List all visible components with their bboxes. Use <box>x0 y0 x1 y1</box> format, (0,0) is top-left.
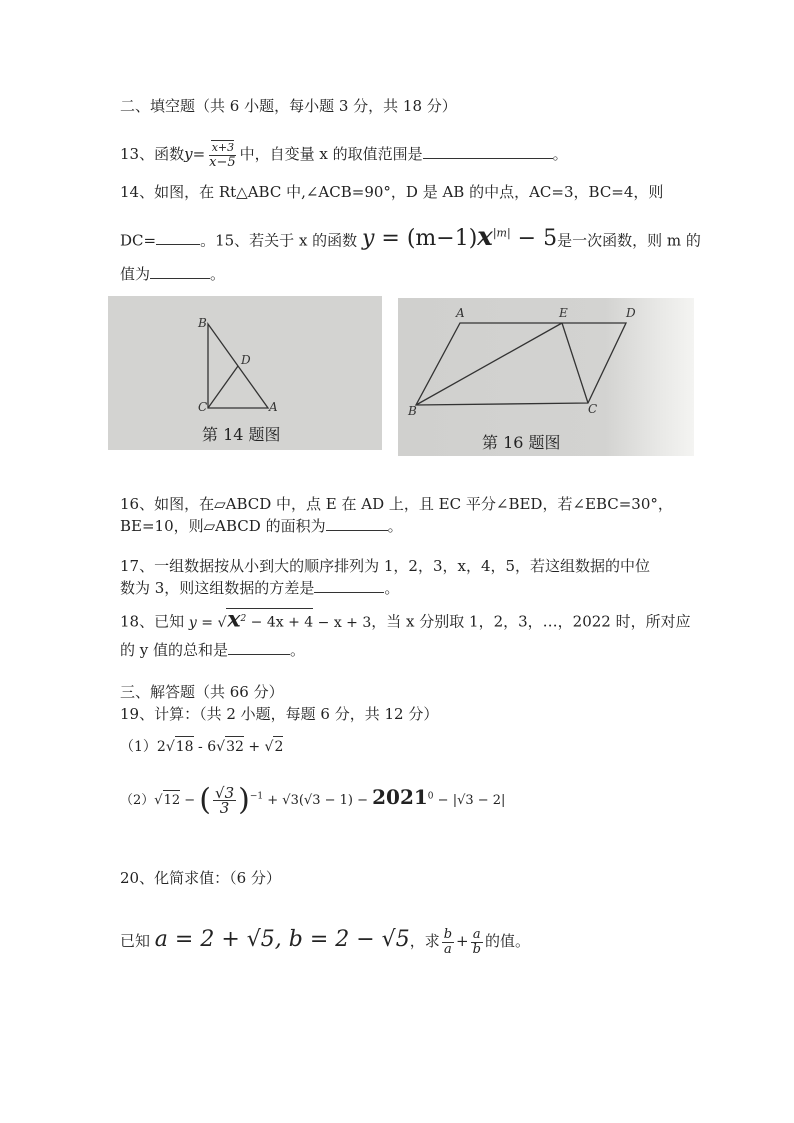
q14-dc: DC= <box>120 231 157 250</box>
fig16-vertex-b: B <box>408 404 417 418</box>
fig16-vertex-d: D <box>626 306 636 320</box>
figure-14-caption: 第 14 题图 <box>202 425 281 444</box>
q15-answer-blank[interactable] <box>150 264 210 279</box>
q13-suffix: 中，自变量 x 的取值范围是 <box>239 145 423 163</box>
q13-answer-blank[interactable] <box>423 144 553 159</box>
question-16-line1: 16、如图，在▱ABCD 中，点 E 在 AD 上，且 EC 平分∠BED，若∠EBC=30°， <box>120 495 673 513</box>
fig16-vertex-a: A <box>456 306 465 320</box>
q18-suffix: ，当 x 分别取 1，2，3，…，2022 时，所对应 <box>371 612 691 631</box>
figure-14 <box>108 296 382 450</box>
q20-fraction-1: $\frac{b}{a}$ <box>443 926 453 957</box>
question-18-line2: 的 y 值的总和是 。 <box>120 641 306 659</box>
question-20-body: 已知 a = 2 + √5, b = 2 − √5，求 $\frac{b}{a}$ + $\frac{a}{b}$ 的值。 <box>120 926 530 957</box>
q13-var-y: y <box>184 145 193 163</box>
fig14-vertex-a: A <box>269 400 278 414</box>
question-13 <box>120 140 568 170</box>
question-14: 14、如图，在 Rt△ABC 中,∠ACB=90°，D 是 AB 的中点，AC=3，BC=4，则 <box>120 183 664 201</box>
question-16-line2: BE=10，则▱ABCD 的面积为 。 <box>120 517 403 535</box>
question-19-part-2: （2）√12 − ( $\frac{√3}{3}$ )$^{-1} + √3(√3 - 1) - 2021^0 - |√3 - 2|$ <box>120 782 506 818</box>
fig16-vertex-c: C <box>588 402 598 416</box>
question-18-line1: 18、已知 $y = √x^2 - 4x + 4 - x + 3$，当 x 分别取 1，2，3，…，2022 时，所对应 <box>120 606 691 633</box>
question-19-part-1: （1）2√18 - 6√32 + √2 <box>120 736 283 757</box>
section-3-title: 三、解答题（共 66 分） <box>120 683 284 701</box>
question-17-line2: 数为 3，则这组数据的方差是 。 <box>120 579 400 597</box>
question-20-title: 20、化简求值：（6 分） <box>120 869 281 887</box>
q14-dc-end: 。 <box>200 231 216 250</box>
q20-expression: a = 2 + √5, b = 2 − √5 <box>154 927 410 952</box>
q14-answer-blank[interactable] <box>156 230 200 245</box>
q18-formula: $y = √x^2 - 4x + 4 - x + 3$ <box>188 606 372 633</box>
q13-denominator: x−5 <box>209 155 236 170</box>
q15-suffix: 是一次函数，则 m 的 <box>557 231 701 250</box>
q13-prefix: 13、函数 <box>120 145 185 163</box>
fig16-vertex-e: E <box>559 306 568 320</box>
q18-answer-blank[interactable] <box>228 640 290 655</box>
section-2-title: 二、填空题（共 6 小题，每小题 3 分，共 18 分） <box>120 97 457 115</box>
fig14-vertex-c: C <box>198 400 208 414</box>
q13-end: 。 <box>552 145 568 163</box>
q13-fraction <box>207 140 238 170</box>
figure-16-caption: 第 16 题图 <box>482 433 561 452</box>
fig14-vertex-b: B <box>198 316 207 330</box>
q13-eq: = <box>192 145 206 163</box>
figure-16 <box>398 298 694 456</box>
fig14-vertex-d: D <box>241 353 251 367</box>
q19-p2-fraction: $\frac{√3}{3}$ <box>215 784 235 817</box>
question-15-line2: 值为 。 <box>120 265 226 283</box>
q16-answer-blank[interactable] <box>326 516 388 531</box>
question-17-line1: 17、一组数据按从小到大的顺序排列为 1，2，3，x，4，5，若这组数据的中位 <box>120 557 651 575</box>
q15-prefix: 15、若关于 x 的函数 <box>215 231 358 250</box>
q15-formula: $y = (m-1)x^{|m|} - 5$ <box>361 222 558 253</box>
q18-radical: $x^2 - 4x + 4$ <box>227 606 314 633</box>
q13-numerator: x+3 <box>211 141 235 154</box>
question-14-15-line <box>120 222 701 253</box>
question-19-title: 19、计算：（共 2 小题，每题 6 分，共 12 分） <box>120 705 439 723</box>
q20-fraction-2: $\frac{a}{b}$ <box>472 926 481 957</box>
q17-answer-blank[interactable] <box>314 578 384 593</box>
